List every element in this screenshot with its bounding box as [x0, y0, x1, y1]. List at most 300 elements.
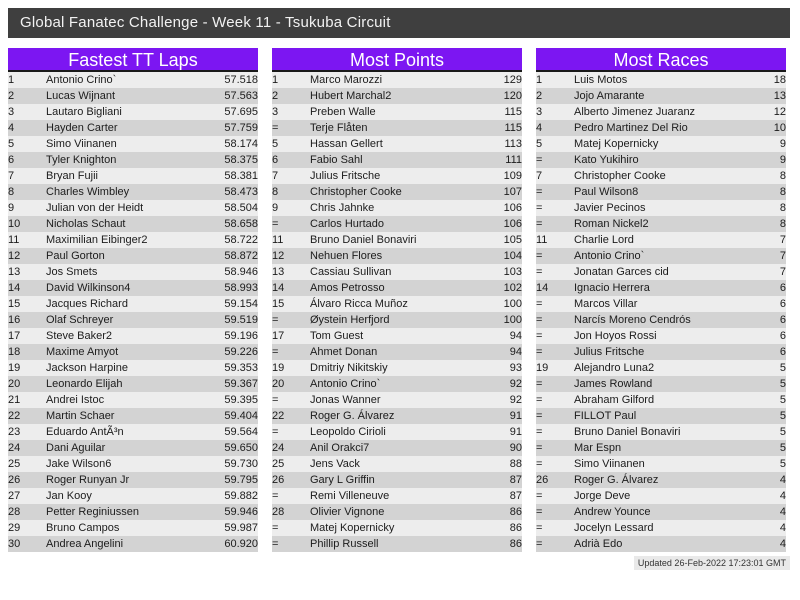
cell-value: 57.518: [224, 74, 258, 86]
cell-name: Eduardo AntÃ³n: [46, 426, 124, 438]
cell-value: 59.519: [224, 314, 258, 326]
cell-name: Adrià Edo: [574, 538, 623, 550]
cell-value: 9: [779, 138, 786, 150]
table-row: [536, 72, 786, 88]
cell-rank: 2: [8, 90, 15, 102]
cell-value: 100: [503, 314, 522, 326]
cell-name: Hubert Marchal2: [310, 90, 392, 102]
cell-value: 7: [779, 266, 786, 278]
cell-value: 86: [509, 506, 522, 518]
cell-name: Cassiau Sullivan: [310, 266, 392, 278]
cell-rank: 6: [272, 154, 279, 166]
cell-value: 59.730: [224, 458, 258, 470]
page-title: Global Fanatec Challenge - Week 11 - Tsukuba Circuit: [8, 8, 790, 38]
cell-rank: 19: [8, 362, 21, 374]
cell-name: Charlie Lord: [574, 234, 634, 246]
leaderboard-title: Fastest TT Laps: [8, 48, 258, 72]
cell-value: 58.375: [224, 154, 258, 166]
cell-name: Marcos Villar: [574, 298, 638, 310]
cell-name: Luis Motos: [574, 74, 628, 86]
cell-value: 7: [779, 250, 786, 262]
cell-rank: 6: [8, 154, 15, 166]
cell-name: Andrew Younce: [574, 506, 651, 518]
cell-value: 57.759: [224, 122, 258, 134]
cell-rank: 26: [536, 474, 549, 486]
table-row: [8, 392, 258, 408]
cell-name: Julian von der Heidt: [46, 202, 144, 214]
table-row: [536, 248, 786, 264]
cell-value: 59.404: [224, 410, 258, 422]
cell-value: 5: [779, 458, 786, 470]
cell-rank: =: [536, 186, 543, 198]
cell-rank: =: [536, 426, 543, 438]
leaderboards-container: [8, 48, 790, 552]
table-row: [272, 120, 522, 136]
cell-name: Antonio Crino`: [46, 74, 117, 86]
cell-value: 59.226: [224, 346, 258, 358]
cell-value: 60.920: [224, 538, 258, 550]
table-row: [272, 376, 522, 392]
cell-name: Mar Espn: [574, 442, 622, 454]
leaderboard-fastest-tt-laps: [8, 48, 258, 552]
cell-value: 9: [779, 154, 786, 166]
cell-rank: 5: [272, 138, 279, 150]
leaderboard-most-races: [536, 48, 786, 552]
table-row: [536, 232, 786, 248]
cell-value: 107: [503, 186, 522, 198]
cell-rank: 15: [272, 298, 285, 310]
table-row: [536, 360, 786, 376]
cell-name: Jonas Wanner: [310, 394, 381, 406]
table-row: [272, 72, 522, 88]
cell-rank: =: [536, 314, 543, 326]
cell-name: Jacques Richard: [46, 298, 128, 310]
cell-name: Paul Wilson8: [574, 186, 639, 198]
table-row: [272, 168, 522, 184]
table-row: [536, 456, 786, 472]
table-row: [8, 152, 258, 168]
cell-value: 58.473: [224, 186, 258, 198]
cell-rank: 16: [8, 314, 21, 326]
table-row: [536, 280, 786, 296]
cell-name: Phillip Russell: [310, 538, 379, 550]
cell-rank: =: [536, 202, 543, 214]
cell-rank: =: [536, 394, 543, 406]
cell-value: 100: [503, 298, 522, 310]
cell-rank: =: [536, 490, 543, 502]
cell-name: Paul Gorton: [46, 250, 105, 262]
cell-name: Jens Vack: [310, 458, 360, 470]
cell-rank: 1: [272, 74, 279, 86]
cell-value: 58.658: [224, 218, 258, 230]
table-row: [8, 168, 258, 184]
table-row: [8, 536, 258, 552]
table-row: [536, 424, 786, 440]
cell-value: 120: [503, 90, 522, 102]
cell-name: Jon Hoyos Rossi: [574, 330, 657, 342]
cell-value: 111: [505, 154, 522, 166]
cell-rank: 20: [272, 378, 285, 390]
table-row: [272, 328, 522, 344]
table-row: [8, 264, 258, 280]
cell-name: Bruno Daniel Bonaviri: [574, 426, 681, 438]
cell-name: Maximilian Eibinger2: [46, 234, 148, 246]
cell-rank: 19: [272, 362, 285, 374]
table-row: [536, 504, 786, 520]
leaderboard-table: [272, 72, 522, 552]
table-row: [8, 360, 258, 376]
table-row: [536, 216, 786, 232]
table-row: [272, 392, 522, 408]
cell-name: Amos Petrosso: [310, 282, 385, 294]
cell-rank: 3: [8, 106, 15, 118]
cell-name: Dmitriy Nikitskiy: [310, 362, 388, 374]
cell-value: 87: [509, 474, 522, 486]
cell-value: 88: [509, 458, 522, 470]
table-row: [8, 88, 258, 104]
cell-value: 6: [779, 346, 786, 358]
cell-value: 59.353: [224, 362, 258, 374]
cell-name: Andrea Angelini: [46, 538, 124, 550]
cell-value: 59.154: [224, 298, 258, 310]
cell-value: 10: [773, 122, 786, 134]
cell-name: Matej Kopernicky: [310, 522, 395, 534]
cell-name: Roger G. Álvarez: [574, 474, 659, 486]
cell-value: 92: [509, 378, 522, 390]
table-row: [272, 152, 522, 168]
cell-value: 59.987: [224, 522, 258, 534]
cell-name: Kato Yukihiro: [574, 154, 639, 166]
cell-name: Marco Marozzi: [310, 74, 383, 86]
cell-rank: 13: [272, 266, 285, 278]
table-row: [272, 232, 522, 248]
cell-name: Bruno Campos: [46, 522, 120, 534]
table-row: [272, 424, 522, 440]
cell-rank: 28: [272, 506, 285, 518]
cell-rank: 2: [272, 90, 279, 102]
cell-value: 59.196: [224, 330, 258, 342]
table-row: [8, 136, 258, 152]
cell-rank: 25: [8, 458, 21, 470]
table-row: [272, 280, 522, 296]
cell-rank: 3: [272, 106, 279, 118]
table-row: [8, 472, 258, 488]
cell-rank: =: [272, 394, 279, 406]
cell-value: 59.564: [224, 426, 258, 438]
cell-rank: 2: [536, 90, 543, 102]
cell-rank: 5: [8, 138, 15, 150]
cell-name: James Rowland: [574, 378, 653, 390]
cell-value: 59.395: [224, 394, 258, 406]
cell-rank: 4: [8, 122, 15, 134]
cell-name: Alberto Jimenez Juaranz: [574, 106, 696, 118]
table-row: [8, 200, 258, 216]
cell-rank: 3: [536, 106, 543, 118]
cell-name: Chris Jahnke: [310, 202, 375, 214]
cell-value: 13: [773, 90, 786, 102]
cell-rank: 27: [8, 490, 21, 502]
cell-value: 129: [503, 74, 522, 86]
cell-value: 106: [503, 202, 522, 214]
table-row: [536, 120, 786, 136]
cell-rank: =: [536, 522, 543, 534]
cell-rank: =: [536, 218, 543, 230]
cell-value: 58.722: [224, 234, 258, 246]
cell-rank: 23: [8, 426, 21, 438]
cell-name: Leopoldo Cirioli: [310, 426, 386, 438]
cell-name: Ahmet Donan: [310, 346, 378, 358]
table-row: [8, 104, 258, 120]
cell-value: 90: [509, 442, 522, 454]
table-row: [8, 216, 258, 232]
cell-rank: =: [272, 538, 279, 550]
cell-rank: =: [272, 122, 279, 134]
cell-value: 94: [509, 330, 522, 342]
table-row: [8, 296, 258, 312]
cell-name: Narcís Moreno Cendrós: [574, 314, 691, 326]
cell-name: Simo Viinanen: [574, 458, 645, 470]
table-row: [272, 456, 522, 472]
cell-name: Simo Viinanen: [46, 138, 117, 150]
table-row: [536, 104, 786, 120]
cell-name: Lucas Wijnant: [46, 90, 116, 102]
cell-rank: 20: [8, 378, 21, 390]
table-row: [272, 344, 522, 360]
cell-name: Dani Aguilar: [46, 442, 106, 454]
cell-rank: 28: [8, 506, 21, 518]
table-row: [536, 152, 786, 168]
cell-name: Jan Kooy: [46, 490, 92, 502]
table-row: [536, 296, 786, 312]
cell-rank: 11: [8, 234, 20, 246]
cell-rank: 15: [8, 298, 21, 310]
cell-name: Terje Flåten: [310, 122, 368, 134]
table-row: [536, 168, 786, 184]
cell-name: Antonio Crino`: [310, 378, 381, 390]
cell-name: Carlos Hurtado: [310, 218, 384, 230]
cell-rank: 12: [8, 250, 21, 262]
cell-rank: 24: [8, 442, 21, 454]
cell-name: Fabio Sahl: [310, 154, 363, 166]
cell-value: 57.563: [224, 90, 258, 102]
cell-rank: 24: [272, 442, 285, 454]
cell-rank: =: [536, 154, 543, 166]
cell-name: Nicholas Schaut: [46, 218, 126, 230]
cell-value: 8: [779, 202, 786, 214]
cell-name: Roman Nickel2: [574, 218, 649, 230]
cell-rank: 26: [272, 474, 285, 486]
cell-value: 59.882: [224, 490, 258, 502]
cell-name: Antonio Crino`: [574, 250, 645, 262]
cell-rank: 29: [8, 522, 21, 534]
table-row: [272, 248, 522, 264]
cell-rank: 17: [272, 330, 285, 342]
table-row: [8, 488, 258, 504]
cell-rank: =: [272, 426, 279, 438]
cell-value: 58.174: [224, 138, 258, 150]
cell-name: Olivier Vignone: [310, 506, 385, 518]
table-row: [272, 88, 522, 104]
cell-value: 104: [503, 250, 522, 262]
cell-name: Jackson Harpine: [46, 362, 128, 374]
table-row: [272, 296, 522, 312]
cell-name: Tom Guest: [310, 330, 364, 342]
cell-rank: 8: [272, 186, 279, 198]
cell-value: 103: [503, 266, 522, 278]
table-row: [536, 440, 786, 456]
cell-rank: 11: [536, 234, 548, 246]
leaderboard-table: [536, 72, 786, 552]
cell-name: Jojo Amarante: [574, 90, 645, 102]
cell-value: 58.872: [224, 250, 258, 262]
cell-rank: =: [536, 378, 543, 390]
cell-rank: 10: [8, 218, 21, 230]
cell-value: 106: [503, 218, 522, 230]
cell-name: Steve Baker2: [46, 330, 113, 342]
cell-name: Bruno Daniel Bonaviri: [310, 234, 417, 246]
table-row: [536, 408, 786, 424]
cell-rank: =: [536, 298, 543, 310]
cell-value: 6: [779, 298, 786, 310]
cell-rank: =: [536, 442, 543, 454]
cell-rank: 14: [272, 282, 285, 294]
cell-value: 4: [779, 490, 786, 502]
cell-rank: =: [272, 346, 279, 358]
cell-rank: 18: [8, 346, 21, 358]
cell-value: 58.504: [224, 202, 258, 214]
cell-value: 12: [773, 106, 786, 118]
table-row: [8, 232, 258, 248]
table-row: [536, 184, 786, 200]
cell-value: 57.695: [224, 106, 258, 118]
table-row: [536, 88, 786, 104]
cell-rank: =: [536, 346, 543, 358]
table-row: [536, 264, 786, 280]
cell-name: Lautaro Bigliani: [46, 106, 122, 118]
cell-name: Roger Runyan Jr: [46, 474, 130, 486]
cell-value: 94: [509, 346, 522, 358]
cell-value: 8: [779, 170, 786, 182]
cell-value: 4: [779, 538, 786, 550]
cell-name: Christopher Cooke: [574, 170, 666, 182]
cell-rank: 8: [8, 186, 15, 198]
cell-rank: 25: [272, 458, 285, 470]
cell-name: Álvaro Ricca Muñoz: [310, 298, 408, 310]
table-row: [536, 376, 786, 392]
cell-rank: 11: [272, 234, 284, 246]
cell-rank: 5: [536, 138, 543, 150]
table-row: [536, 328, 786, 344]
cell-value: 5: [779, 378, 786, 390]
table-row: [272, 184, 522, 200]
cell-name: David Wilkinson4: [46, 282, 131, 294]
cell-rank: 14: [536, 282, 549, 294]
table-row: [536, 488, 786, 504]
cell-rank: 30: [8, 538, 21, 550]
table-row: [272, 488, 522, 504]
cell-rank: 1: [8, 74, 15, 86]
cell-rank: 17: [8, 330, 21, 342]
leaderboard-table: [8, 72, 258, 552]
cell-value: 92: [509, 394, 522, 406]
cell-rank: =: [536, 250, 543, 262]
table-row: [536, 520, 786, 536]
cell-value: 59.650: [224, 442, 258, 454]
table-row: [8, 504, 258, 520]
cell-value: 4: [779, 522, 786, 534]
cell-rank: =: [536, 410, 543, 422]
cell-rank: 9: [8, 202, 15, 214]
cell-name: Julius Fritsche: [310, 170, 381, 182]
table-row: [8, 408, 258, 424]
cell-value: 113: [504, 138, 522, 150]
cell-rank: 26: [8, 474, 21, 486]
table-row: [272, 312, 522, 328]
cell-rank: 13: [8, 266, 21, 278]
cell-value: 59.946: [224, 506, 258, 518]
cell-value: 6: [779, 314, 786, 326]
cell-rank: =: [272, 522, 279, 534]
cell-value: 93: [509, 362, 522, 374]
table-row: [8, 344, 258, 360]
cell-name: Charles Wimbley: [46, 186, 130, 198]
cell-value: 5: [779, 394, 786, 406]
cell-name: Gary L Griffin: [310, 474, 375, 486]
cell-rank: =: [536, 330, 543, 342]
cell-name: Jocelyn Lessard: [574, 522, 654, 534]
table-row: [8, 72, 258, 88]
cell-value: 5: [779, 442, 786, 454]
cell-name: Remi Villeneuve: [310, 490, 390, 502]
cell-value: 7: [779, 234, 786, 246]
cell-value: 6: [779, 330, 786, 342]
table-row: [8, 184, 258, 200]
cell-value: 8: [779, 186, 786, 198]
cell-rank: 22: [272, 410, 285, 422]
table-row: [272, 200, 522, 216]
cell-value: 58.381: [224, 170, 258, 182]
cell-name: Javier Pecinos: [574, 202, 646, 214]
cell-name: Christopher Cooke: [310, 186, 402, 198]
cell-rank: 14: [8, 282, 21, 294]
cell-rank: 12: [272, 250, 285, 262]
cell-name: Roger G. Álvarez: [310, 410, 395, 422]
cell-name: Bryan Fujii: [46, 170, 98, 182]
cell-value: 18: [773, 74, 786, 86]
table-row: [272, 264, 522, 280]
table-row: [8, 424, 258, 440]
cell-name: Hayden Carter: [46, 122, 118, 134]
table-row: [8, 376, 258, 392]
table-row: [272, 408, 522, 424]
cell-value: 59.795: [224, 474, 258, 486]
cell-name: Maxime Amyot: [46, 346, 119, 358]
cell-value: 102: [503, 282, 522, 294]
cell-name: Jonatan Garces cid: [574, 266, 669, 278]
table-row: [272, 472, 522, 488]
cell-rank: =: [272, 490, 279, 502]
table-row: [536, 472, 786, 488]
cell-value: 105: [503, 234, 522, 246]
cell-value: 86: [509, 522, 522, 534]
cell-rank: =: [536, 266, 543, 278]
cell-value: 59.367: [224, 378, 258, 390]
cell-value: 58.993: [224, 282, 258, 294]
cell-rank: =: [536, 458, 543, 470]
table-row: [8, 440, 258, 456]
leaderboard-title: Most Races: [536, 48, 786, 72]
cell-value: 86: [509, 538, 522, 550]
